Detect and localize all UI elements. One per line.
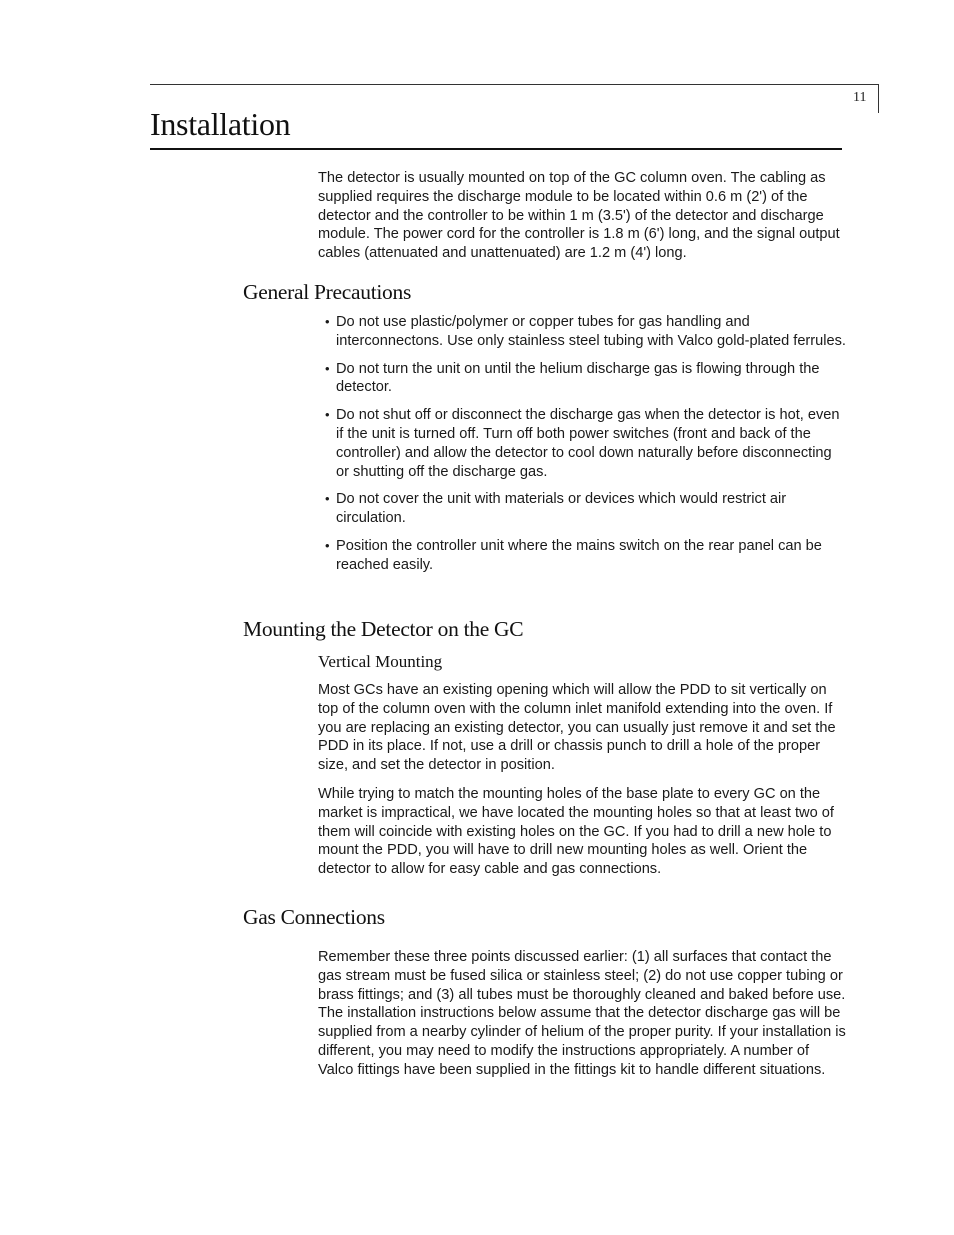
precaution-item xyxy=(318,313,846,351)
mounting-paragraph-1: Most GCs have an existing opening which will allow the PDD to sit vertically on top of the column oven with the column inlet manifold extending into the oven. If you are replacing an existing detector, you can usually just remove it and set the PDD in its place. If not, use a drill or chassis punch to drill a hole of the proper size, and set the detector in position. xyxy=(318,682,836,774)
bullet-icon: • xyxy=(325,537,330,553)
bullet-icon: • xyxy=(325,407,330,423)
precaution-item xyxy=(318,537,846,575)
precaution-item xyxy=(318,406,846,481)
bullet-icon: • xyxy=(325,491,330,507)
intro-paragraph: The detector is usually mounted on top of the GC column oven. The cabling as supplied requires the discharge module to be located within 0.6 m (2') of the detector and the controller to be within 1 m (3.5') of the detector and discharge module. The power cord for the controller is 1.8 m (6') long, and the signal output cables (attenuated and unattenuated) are 1.2 m (4') long. xyxy=(318,170,840,262)
precaution-item xyxy=(318,360,846,398)
subheading-vertical-mounting: Vertical Mounting xyxy=(318,652,443,671)
page-title: Installation xyxy=(150,106,291,142)
section-heading-mounting: Mounting the Detector on the GC xyxy=(243,617,524,641)
precaution-item xyxy=(318,490,846,528)
section-heading-gas-connections: Gas Connections xyxy=(243,905,385,929)
precaution-text: Position the controller unit where the mains switch on the rear panel can be reached easily. xyxy=(336,537,822,573)
precaution-text: Do not turn the unit on until the helium discharge gas is flowing through the detector. xyxy=(336,360,820,396)
gas-connections-paragraph: Remember these three points discussed earlier: (1) all surfaces that contact the gas stream must be fused silica or stainless steel; (2) do not use copper tubing or brass fittings; and (3) all tubes must be thoroughly cleaned and baked before use. The installation instructions below assume that the detector discharge gas will be supplied from a nearby cylinder of helium of the proper purity. If your installation is different, you may need to modify the instructions appropriately. A number of Valco fittings have been supplied in the fittings kit to handle different situations. xyxy=(318,949,846,1078)
bullet-icon: • xyxy=(325,360,330,376)
page-number: 11 xyxy=(853,90,867,105)
section-heading-general-precautions: General Precautions xyxy=(243,280,412,304)
precaution-text: Do not cover the unit with materials or devices which would restrict air circulation. xyxy=(336,491,787,527)
precaution-text: Do not shut off or disconnect the discharge gas when the detector is hot, even if the unit is turned off. Turn off both power switches (front and back of the controller) and allow the detector to cool down naturally before disconnecting or shutting off the discharge gas. xyxy=(336,407,840,480)
precaution-text: Do not use plastic/polymer or copper tubes for gas handling and interconnectons. Use only stainless steel tubing with Valco gold-plated ferrules. xyxy=(336,314,846,349)
header-top-rule xyxy=(150,84,879,85)
precautions-list xyxy=(318,313,846,584)
bullet-icon: • xyxy=(325,314,330,329)
mounting-paragraph-2: While trying to match the mounting holes of the base plate to every GC on the market is impractical, we have located the mounting holes so that at least two of them will coincide with existing holes on the GC. If you had to drill a new hole to mount the PDD, you will have to drill new mounting holes as well. Orient the detector to allow for easy cable and gas connections. xyxy=(318,786,834,878)
header-page-tick xyxy=(878,84,879,113)
title-underline-rule xyxy=(150,148,842,150)
